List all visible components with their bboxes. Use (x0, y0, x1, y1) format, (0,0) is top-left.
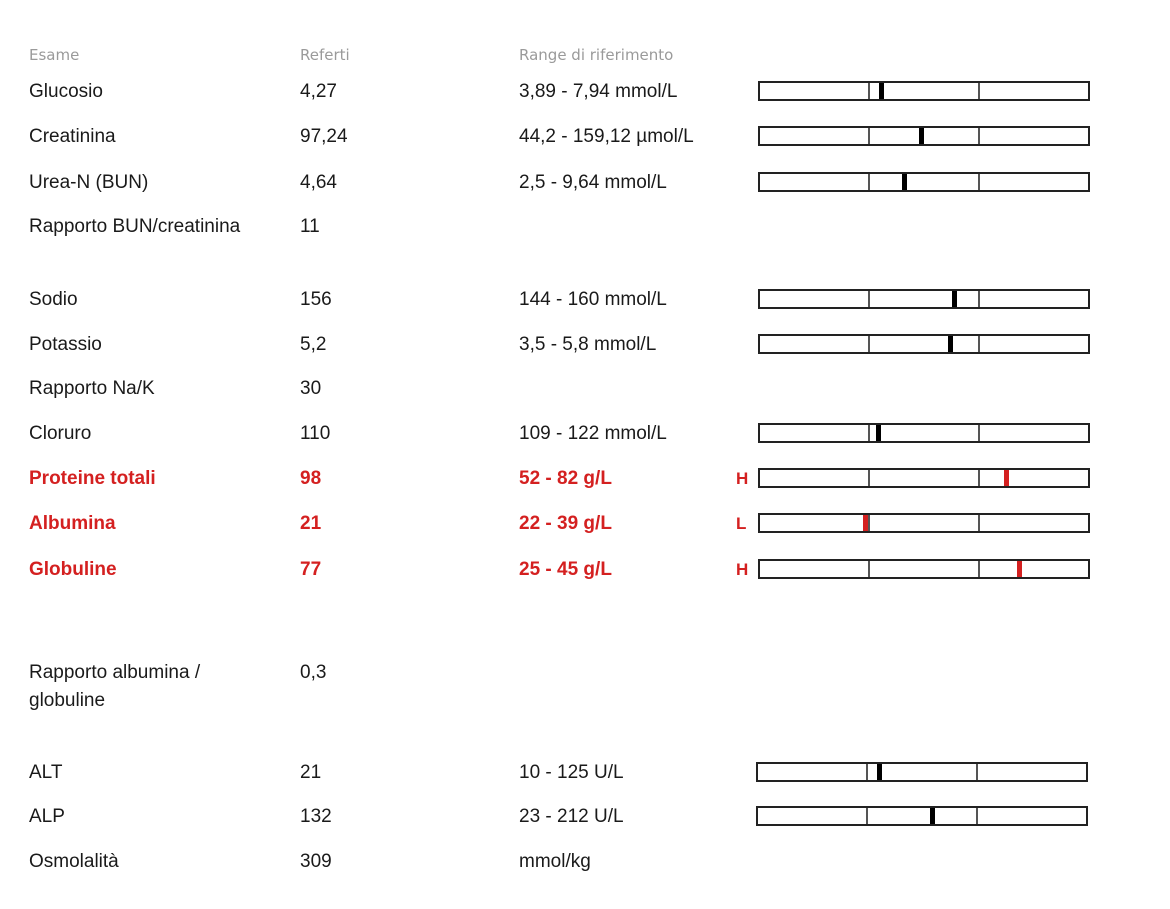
range-bar-divider (976, 764, 978, 780)
test-result: 5,2 (300, 334, 327, 355)
range-bar (758, 126, 1090, 146)
test-name: Proteine totali (29, 468, 156, 489)
range-flag: L (736, 514, 747, 533)
reference-range: 25 - 45 g/L (519, 559, 612, 580)
test-name: Cloruro (29, 423, 92, 444)
range-bar (758, 513, 1090, 533)
reference-range: 44,2 - 159,12 µmol/L (519, 126, 694, 147)
test-name: Creatinina (29, 126, 116, 147)
header-test: Esame (29, 46, 80, 64)
reference-range: 23 - 212 U/L (519, 806, 624, 827)
range-bar (758, 289, 1090, 309)
range-bar-divider (868, 336, 870, 352)
test-name: Potassio (29, 334, 102, 355)
test-result: 110 (300, 423, 331, 444)
range-bar-divider (868, 561, 870, 577)
range-bar-divider (978, 336, 980, 352)
test-result: 21 (300, 513, 322, 534)
reference-range: 2,5 - 9,64 mmol/L (519, 172, 667, 193)
range-bar (756, 806, 1088, 826)
test-name: Albumina (29, 513, 116, 534)
range-bar-divider (978, 291, 980, 307)
result-marker (863, 515, 868, 531)
test-result: 11 (300, 216, 320, 237)
reference-range: 144 - 160 mmol/L (519, 289, 667, 310)
range-bar-divider (868, 174, 870, 190)
range-bar (758, 172, 1090, 192)
range-bar-divider (978, 515, 980, 531)
test-result: 0,3 (300, 662, 327, 683)
result-marker (919, 128, 924, 144)
range-flag: H (736, 469, 749, 488)
range-bar (758, 81, 1090, 101)
range-flag: H (736, 560, 749, 579)
range-bar-divider (978, 83, 980, 99)
result-marker (879, 83, 884, 99)
test-result: 309 (300, 851, 332, 872)
test-name: ALP (29, 806, 65, 827)
range-bar-divider (868, 291, 870, 307)
test-name: Rapporto Na/K (29, 378, 155, 399)
range-bar-divider (866, 808, 868, 824)
range-bar (758, 468, 1090, 488)
test-name: Sodio (29, 289, 78, 310)
test-name: Osmolalità (29, 851, 119, 872)
range-bar-divider (976, 808, 978, 824)
test-result: 4,64 (300, 172, 337, 193)
reference-range: mmol/kg (519, 851, 591, 872)
reference-range: 22 - 39 g/L (519, 513, 612, 534)
test-result: 30 (300, 378, 322, 399)
result-marker (877, 764, 882, 780)
test-name: Globuline (29, 559, 117, 580)
range-bar-divider (868, 425, 870, 441)
result-marker (948, 336, 953, 352)
test-result: 4,27 (300, 81, 337, 102)
test-name: ALT (29, 762, 63, 783)
test-name: Urea-N (BUN) (29, 172, 149, 193)
range-bar (758, 559, 1090, 579)
header-result: Referti (300, 46, 350, 64)
reference-range: 52 - 82 g/L (519, 468, 612, 489)
test-name: Glucosio (29, 81, 103, 102)
test-result: 132 (300, 806, 332, 827)
test-result: 156 (300, 289, 332, 310)
reference-range: 3,5 - 5,8 mmol/L (519, 334, 657, 355)
range-bar-divider (868, 128, 870, 144)
result-marker (876, 425, 881, 441)
test-name: Rapporto albumina / globuline (29, 662, 201, 711)
test-result: 97,24 (300, 126, 348, 147)
range-bar-divider (978, 128, 980, 144)
range-bar-divider (978, 425, 980, 441)
range-bar-divider (866, 764, 868, 780)
range-bar-divider (868, 83, 870, 99)
result-marker (930, 808, 935, 824)
test-name: Rapporto BUN/creatinina (29, 216, 241, 237)
result-marker (1004, 470, 1009, 486)
range-bar-divider (978, 561, 980, 577)
header-range: Range di riferimento (519, 46, 674, 64)
reference-range: 3,89 - 7,94 mmol/L (519, 81, 678, 102)
range-bar (756, 762, 1088, 782)
result-marker (952, 291, 957, 307)
range-bar (758, 423, 1090, 443)
test-result: 77 (300, 559, 322, 580)
range-bar-divider (868, 515, 870, 531)
test-result: 98 (300, 468, 322, 489)
range-bar-divider (978, 470, 980, 486)
range-bar-divider (868, 470, 870, 486)
reference-range: 10 - 125 U/L (519, 762, 624, 783)
reference-range: 109 - 122 mmol/L (519, 423, 667, 444)
result-marker (902, 174, 907, 190)
range-bar (758, 334, 1090, 354)
test-result: 21 (300, 762, 322, 783)
result-marker (1017, 561, 1022, 577)
range-bar-divider (978, 174, 980, 190)
